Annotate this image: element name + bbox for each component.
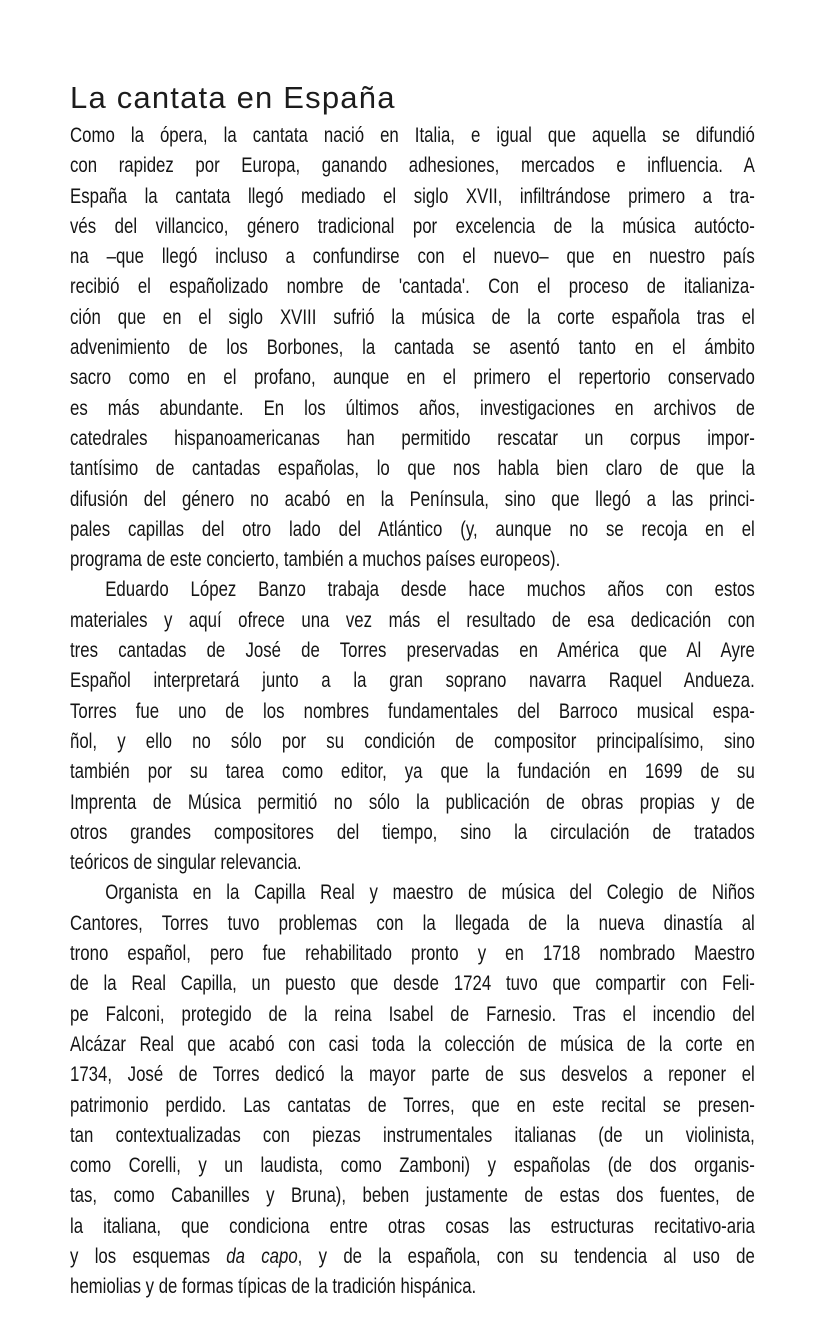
text-segment: teóricos de singular relevancia. [70, 851, 302, 875]
text-segment: hemiolias y de formas típicas de la tradición hispánica. [70, 1275, 477, 1299]
body-line [70, 1121, 755, 1151]
text-segment: pe Falconi, protegido de la reina Isabel de Farnesio. Tras el incendio del [70, 1002, 755, 1026]
body-line [70, 242, 755, 272]
text-segment: 1734, José de Torres dedicó la mayor parte de sus desvelos a reponer el [70, 1063, 755, 1087]
text-segment: recibió el españolizado nombre de 'cantada'. Con el proceso de italianiza- [70, 275, 755, 299]
body-line [70, 878, 755, 908]
text-segment: tan contextualizadas con piezas instrumentales italianas (de un violinista, [70, 1123, 755, 1147]
text-segment: programa de este concierto, también a muchos países europeos). [70, 548, 561, 572]
body-line [70, 212, 755, 242]
text-segment: Alcázar Real que acabó con casi toda la colección de música de la corte en [70, 1032, 755, 1056]
body-line [70, 394, 755, 424]
text-segment: tantísimo de cantadas españolas, lo que nos habla bien claro de que la [70, 457, 755, 481]
body-line [70, 939, 755, 969]
paragraph [70, 121, 755, 575]
page-title: La cantata en España [70, 79, 396, 115]
body-line [70, 1060, 755, 1090]
body-line [70, 485, 755, 515]
text-segment: tas, como Cabanilles y Bruna), beben justamente de estas dos fuentes, de [70, 1184, 755, 1208]
text-segment: Torres fue uno de los nombres fundamentales del Barroco musical espa- [70, 699, 755, 723]
text-segment: tres cantadas de José de Torres preservadas en América que Al Ayre [70, 639, 755, 663]
body-line [70, 788, 755, 818]
text-segment: na –que llegó incluso a confundirse con el nuevo– que en nuestro país [70, 245, 755, 269]
text-segment: España la cantata llegó mediado el siglo XVII, infiltrándose primero a tra- [70, 184, 755, 208]
body-line [70, 909, 755, 939]
body-line [70, 757, 755, 787]
text-segment: Español interpretará junto a la gran soprano navarra Raquel Andueza. [70, 669, 755, 693]
text-segment: trono español, pero fue rehabilitado pronto y en 1718 nombrado Maestro [70, 942, 755, 966]
body-line [70, 848, 755, 878]
text-segment: patrimonio perdido. Las cantatas de Torres, que en este recital se presen- [70, 1093, 755, 1117]
body-line [70, 666, 755, 696]
body-line [70, 182, 755, 212]
body-line [70, 575, 755, 605]
body-line [70, 454, 755, 484]
body-line [70, 1151, 755, 1181]
body-line [70, 151, 755, 181]
text-segment: catedrales hispanoamericanas han permitido rescatar un corpus impor- [70, 426, 755, 450]
body-line [70, 1000, 755, 1030]
body-line [70, 424, 755, 454]
text-segment: también por su tarea como editor, ya que la fundación en 1699 de su [70, 760, 755, 784]
body-line [70, 697, 755, 727]
text-segment: como Corelli, y un laudista, como Zamboni) y españolas (de dos organis- [70, 1154, 755, 1178]
body-line [70, 818, 755, 848]
text-segment: pales capillas del otro lado del Atlántico (y, aunque no se recoja en el [70, 517, 755, 541]
text-segment: Organista en la Capilla Real y maestro de música del Colegio de Niños [105, 881, 755, 905]
text-segment: Imprenta de Música permitió no sólo la publicación de obras propias y de [70, 790, 755, 814]
text-segment: otros grandes compositores del tiempo, sino la circulación de tratados [70, 820, 755, 844]
text-segment: es más abundante. En los últimos años, investigaciones en archivos de [70, 396, 755, 420]
text-segment: sacro como en el profano, aunque en el primero el repertorio conservado [70, 366, 755, 390]
paragraph [70, 878, 755, 1302]
text-segment: Como la ópera, la cantata nació en Italia, e igual que aquella se difundió [70, 124, 755, 147]
body-line [70, 636, 755, 666]
text-segment: la italiana, que condiciona entre otras cosas las estructuras recitativo-aria [70, 1214, 755, 1238]
body-line [70, 727, 755, 757]
body-line [70, 545, 755, 575]
body-line [70, 1212, 755, 1242]
body-line [70, 333, 755, 363]
paragraph [70, 575, 755, 878]
text-segment: materiales y aquí ofrece una vez más el resultado de esa dedicación con [70, 608, 755, 632]
text-segment: difusión del género no acabó en la Península, sino que llegó a las princi- [70, 487, 755, 511]
text-segment: y los esquemas [70, 1244, 227, 1268]
body-line [70, 121, 755, 151]
body-line [70, 1242, 755, 1272]
text-segment: ción que en el siglo XVIII sufrió la música de la corte española tras el [70, 305, 755, 329]
body-line [70, 1091, 755, 1121]
text-segment: de la Real Capilla, un puesto que desde 1724 tuvo que compartir con Feli- [70, 972, 755, 996]
text-segment: Cantores, Torres tuvo problemas con la llegada de la nueva dinastía al [70, 911, 755, 935]
italic-text-segment: da capo [226, 1244, 298, 1268]
text-segment: ñol, y ello no sólo por su condición de compositor principalísimo, sino [70, 729, 755, 753]
text-segment: vés del villancico, género tradicional por excelencia de la música autócto- [70, 214, 755, 238]
body-line [70, 1181, 755, 1211]
body-line [70, 515, 755, 545]
body-line [70, 606, 755, 636]
body-line [70, 1272, 755, 1302]
body-line [70, 969, 755, 999]
text-segment: , y de la española, con su tendencia al uso de [297, 1244, 755, 1268]
text-segment: Eduardo López Banzo trabaja desde hace muchos años con estos [105, 578, 755, 602]
body-line [70, 303, 755, 333]
text-segment: advenimiento de los Borbones, la cantada se asentó tanto en el ámbito [70, 336, 755, 360]
body-line [70, 1030, 755, 1060]
body-line [70, 272, 755, 302]
article-body [70, 121, 755, 1303]
body-line [70, 363, 755, 393]
text-segment: con rapidez por Europa, ganando adhesiones, mercados e influencia. A [70, 154, 755, 178]
